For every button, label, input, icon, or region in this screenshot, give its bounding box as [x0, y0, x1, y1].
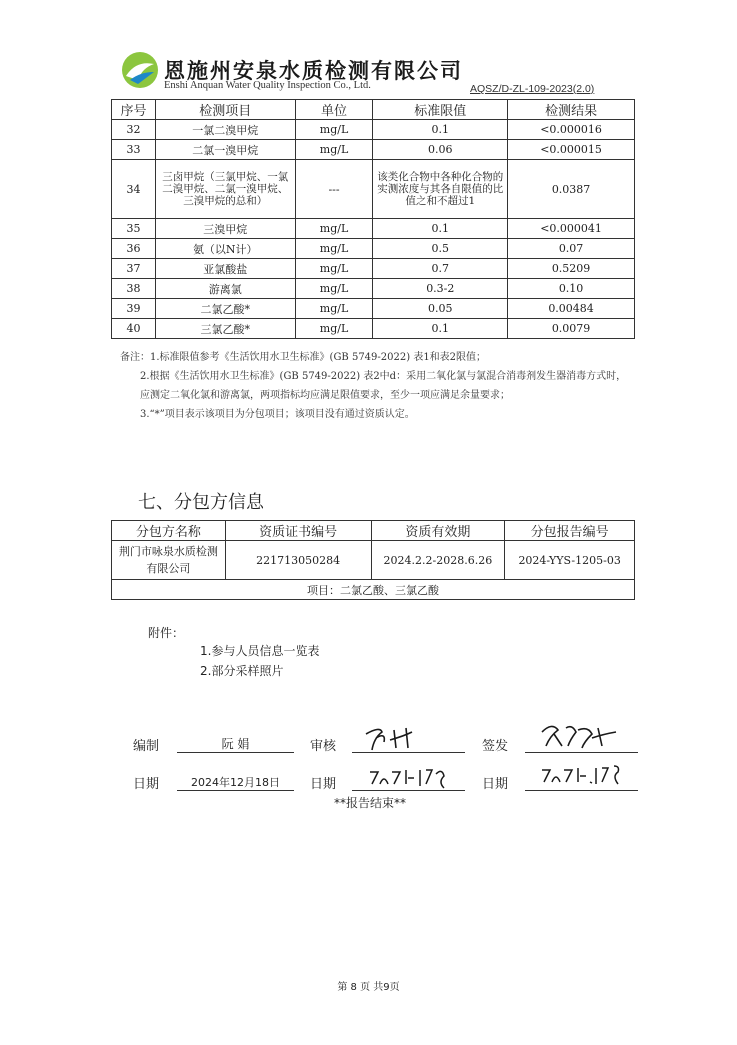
cell-limit: 0.3-2	[373, 279, 508, 299]
company-name-cn: 恩施州安泉水质检测有限公司	[164, 58, 463, 83]
table-row	[112, 259, 635, 279]
cell-limit: 0.1	[373, 219, 508, 239]
note-3: 3.“*”项目表示该项目为分包项目；该项目没有通过资质认定。	[140, 409, 415, 420]
compile-date: 2024年12月18日	[191, 776, 280, 789]
col-header-item: 检测项目	[155, 100, 295, 120]
table-row	[112, 219, 635, 239]
cell-result: 0.10	[508, 279, 635, 299]
cell-item: 氨（以N计）	[155, 239, 295, 259]
issuer-line	[525, 752, 638, 753]
cell-result: 0.00484	[508, 299, 635, 319]
cell-unit: ---	[295, 160, 373, 219]
subcontract-table	[111, 520, 635, 600]
date-label-3: 日期	[482, 777, 509, 792]
notes	[120, 348, 635, 424]
table-row	[112, 580, 635, 600]
cell-unit: mg/L	[295, 319, 373, 339]
table-row	[112, 160, 635, 219]
note-2: 2.根据《生活饮用水卫生标准》(GB 5749-2022) 表2中d：采用二氧化氯与氯混合消毒剂发生器消毒方式时，应测定二氧化氯和游离氯，两项指标均应满足限值要求，至少一项应满足余量要求；	[140, 371, 627, 401]
cell-result: <0.000016	[508, 120, 635, 140]
col-header-report: 分包报告编号	[505, 521, 635, 541]
cell-unit: mg/L	[295, 279, 373, 299]
cell-no: 33	[112, 140, 156, 160]
cell-limit: 0.06	[373, 140, 508, 160]
results-table	[111, 99, 635, 339]
cell-item: 一氯二溴甲烷	[155, 120, 295, 140]
cell-result: 0.5209	[508, 259, 635, 279]
col-header-limit: 标准限值	[373, 100, 508, 120]
compiler-name: 阮 娟	[221, 737, 250, 751]
cell-unit: mg/L	[295, 299, 373, 319]
compiler-line	[177, 752, 294, 753]
table-row	[112, 120, 635, 140]
cell-no: 34	[112, 160, 156, 219]
results-header-row	[112, 100, 635, 120]
issuer-label: 签发	[482, 739, 509, 754]
issue-date-handwritten-icon	[538, 760, 628, 790]
subcontract-header-row	[112, 521, 635, 541]
cell-no: 40	[112, 319, 156, 339]
cell-result: 0.0079	[508, 319, 635, 339]
cell-no: 36	[112, 239, 156, 259]
cell-no: 32	[112, 120, 156, 140]
report-end: **报告结束**	[334, 796, 407, 810]
page-number: 第 8 页 共9页	[337, 982, 400, 993]
reviewer-label: 审核	[310, 739, 337, 754]
col-header-validity: 资质有效期	[371, 521, 505, 541]
date-label-2: 日期	[310, 777, 337, 792]
cell-item: 游离氯	[155, 279, 295, 299]
table-row	[112, 140, 635, 160]
cell-no: 35	[112, 219, 156, 239]
cell-unit: mg/L	[295, 219, 373, 239]
cell-report-no: 2024-YYS-1205-03	[505, 541, 635, 580]
cell-limit: 0.5	[373, 239, 508, 259]
cell-no: 38	[112, 279, 156, 299]
table-row	[112, 541, 635, 580]
cell-item: 三卤甲烷（三氯甲烷、一氯二溴甲烷、二氯一溴甲烷、三溴甲烷的总和）	[155, 160, 295, 219]
cell-no: 37	[112, 259, 156, 279]
attachments-title: 附件：	[148, 626, 185, 640]
date-label-1: 日期	[133, 777, 160, 792]
col-header-name: 分包方名称	[112, 521, 226, 541]
cell-item: 二氯乙酸*	[155, 299, 295, 319]
cell-item: 三溴甲烷	[155, 219, 295, 239]
cell-item: 三氯乙酸*	[155, 319, 295, 339]
cell-limit: 0.1	[373, 319, 508, 339]
table-row	[112, 279, 635, 299]
col-header-unit: 单位	[295, 100, 373, 120]
cell-cert-no: 221713050284	[225, 541, 371, 580]
cell-limit: 0.1	[373, 120, 508, 140]
col-header-no: 序号	[112, 100, 156, 120]
review-date-handwritten-icon	[366, 762, 456, 792]
cell-result: <0.000015	[508, 140, 635, 160]
section-title: 七、分包方信息	[138, 492, 264, 513]
cell-result: 0.0387	[508, 160, 635, 219]
table-row	[112, 299, 635, 319]
col-header-cert: 资质证书编号	[225, 521, 371, 541]
cell-items: 项目：二氯乙酸、三氯乙酸	[112, 580, 635, 600]
compiler-label: 编制	[133, 739, 160, 754]
note-1: 备注：1.标准限值参考《生活饮用水卫生标准》(GB 5749-2022) 表1和表2限值；	[120, 352, 487, 363]
cell-limit: 该类化合物中各种化合物的实测浓度与其各自限值的比值之和不超过1	[373, 160, 508, 219]
company-name-en: Enshi Anquan Water Quality Inspection Co., Ltd.	[164, 80, 371, 91]
cell-item: 二氯一溴甲烷	[155, 140, 295, 160]
cell-validity: 2024.2.2-2028.6.26	[371, 541, 505, 580]
reviewer-signature-icon	[360, 724, 450, 754]
company-logo-icon	[120, 50, 160, 90]
cell-unit: mg/L	[295, 239, 373, 259]
cell-limit: 0.05	[373, 299, 508, 319]
cell-no: 39	[112, 299, 156, 319]
cell-item: 亚氯酸盐	[155, 259, 295, 279]
cell-result: 0.07	[508, 239, 635, 259]
cell-unit: mg/L	[295, 259, 373, 279]
table-row	[112, 239, 635, 259]
col-header-result: 检测结果	[508, 100, 635, 120]
cell-result: <0.000041	[508, 219, 635, 239]
attachment-item: 2.部分采样照片	[200, 664, 284, 678]
issuer-signature-icon	[532, 720, 622, 750]
cell-unit: mg/L	[295, 120, 373, 140]
cell-unit: mg/L	[295, 140, 373, 160]
date-line-1	[177, 790, 294, 791]
cell-limit: 0.7	[373, 259, 508, 279]
date-line-3	[525, 790, 638, 791]
table-row	[112, 319, 635, 339]
cell-company: 荆门市咏泉水质检测有限公司	[112, 541, 226, 580]
document-code: AQSZ/D-ZL-109-2023(2.0)	[470, 83, 595, 95]
attachment-item: 1.参与人员信息一览表	[200, 644, 320, 658]
